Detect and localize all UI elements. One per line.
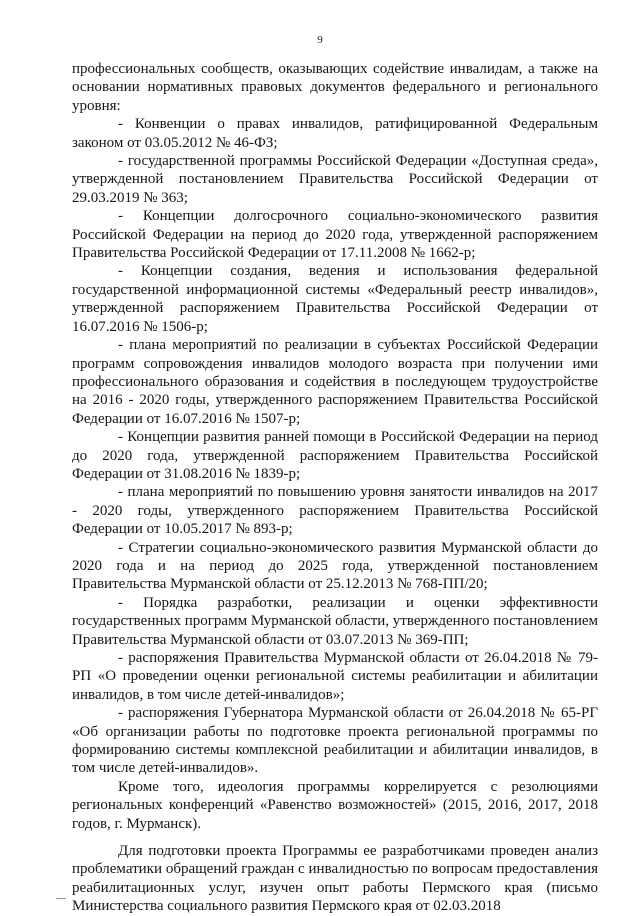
list-item-program-procedure: - Порядка разработки, реализации и оценки эффективности государственных программ Мурманской области, утвержденного постановлением Правительства Мурманской области от 03.07.2013 № 369-ПП;	[72, 594, 598, 648]
list-item-government-order: - распоряжения Правительства Мурманской области от 26.04.2018 № 79-РП «О проведении оценки региональной системы реабилитации и абилитации инвалидов, в том числе детей-инвалидов»;	[72, 650, 598, 703]
list-item-governor-order: - распоряжения Губернатора Мурманской области от 26.04.2018 № 65-РГ «Об организации работы по подготовке проекта региональной программы по формированию системы комплексной реабилитации и абилитации инвалидов, в том числе детей-инвалидов».	[72, 705, 598, 777]
page-number: 9	[317, 34, 323, 46]
paragraph-ideology: Кроме того, идеология программы коррелируется с резолюциями региональных конференций «Равенство возможностей» (2015, 2016, 2017, 2018 годов, г. Мурманск).	[72, 778, 598, 832]
list-item-longterm-concept: - Концепции долгосрочного социально-экономического развития Российской Федерации на период до 2020 года, утвержденной распоряжением Правительства Российской Федерации от 17.11.2008 № 1662-р;	[72, 208, 598, 262]
paragraph-analysis: Для подготовки проекта Программы ее разработчиками проведен анализ проблематики обращений граждан с инвалидностью по вопросам предоставления реабилитационных услуг, изучен опыт работы Пермского края (письмо Министерства социального развития Пермского края от 02.03.2018	[72, 843, 598, 915]
paragraph-intro: профессиональных сообществ, оказывающих содействие инвалидам, а также на основании нормативных правовых документов федерального и регионального уровня:	[72, 61, 598, 114]
list-item-convention: - Конвенции о правах инвалидов, ратифицированной Федеральным законом от 03.05.2012 № 46-ФЗ;	[72, 116, 598, 151]
list-item-murmansk-strategy: - Стратегии социально-экономического развития Мурманской области до 2020 года и на период до 2025 года, утвержденной постановлением Правительства Мурманской области от 25.12.2013 № 768-ПП/20;	[72, 539, 598, 593]
document-body	[72, 60, 598, 916]
list-item-accessible-environment: - государственной программы Российской Федерации «Доступная среда», утвержденной постановлением Правительства Российской Федерации от 29.03.2019 № 363;	[72, 153, 598, 206]
scan-edge-mark	[56, 898, 66, 899]
list-item-early-help: - Концепции развития ранней помощи в Российской Федерации на период до 2020 года, утвержденной распоряжением Правительства Российской Федерации от 31.08.2016 № 1839-р;	[72, 429, 598, 482]
list-item-young-disabled-plan: - плана мероприятий по реализации в субъектах Российской Федерации программ сопровождения инвалидов молодого возраста при получении ими профессионального образования и содействия в последующем трудоустройстве на 2016 - 2020 годы, утвержденного распоряжением Правительства Российской Федерации от 16.07.2016 № 1507-р;	[72, 337, 598, 427]
list-item-employment-plan: - плана мероприятий по повышению уровня занятости инвалидов на 2017 - 2020 годы, утвержденного распоряжением Правительства Российской Федерации от 10.05.2017 № 893-р;	[72, 484, 598, 538]
list-item-federal-registry: - Концепции создания, ведения и использования федеральной государственной информационной системы «Федеральный реестр инвалидов», утвержденной распоряжением Правительства Российской Федерации от 16.07.2016 № 1506-р;	[72, 263, 598, 335]
